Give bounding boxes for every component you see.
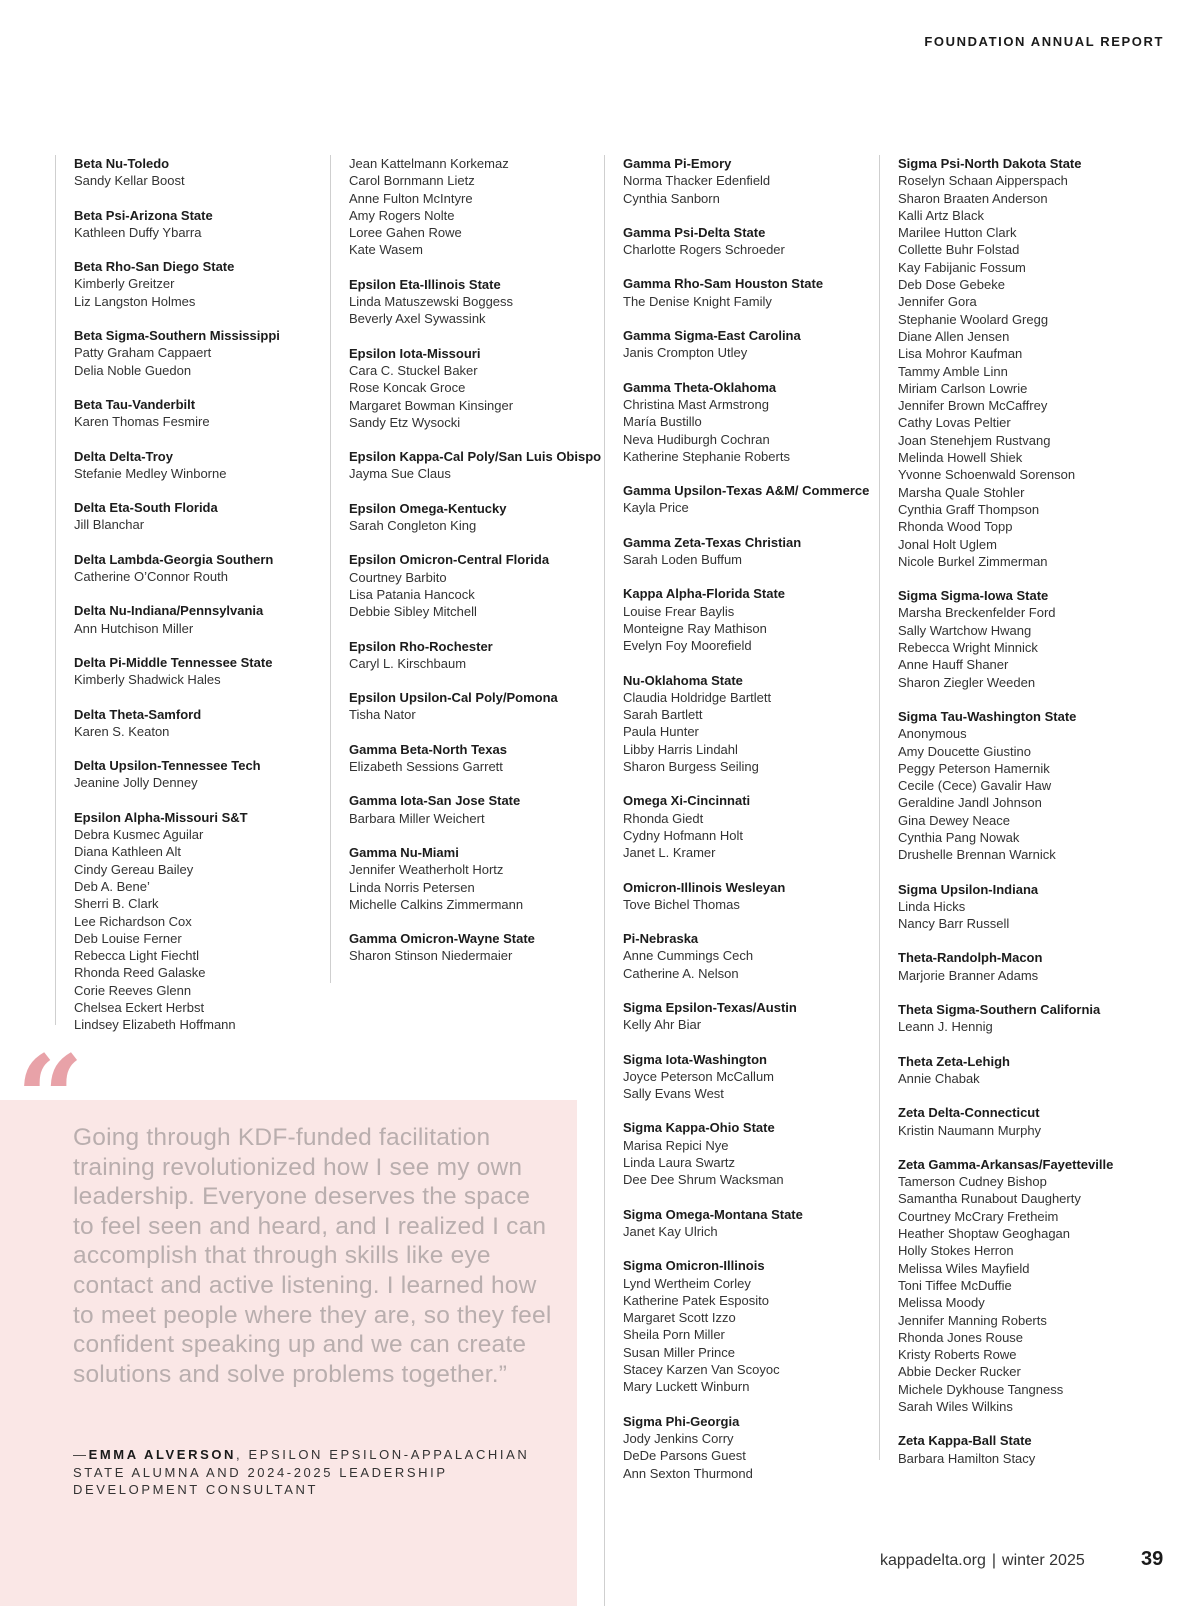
donor-name: Melissa Moody [898,1295,985,1311]
donor-name: Kimberly Greitzer [74,276,175,292]
donor-name: Geraldine Jandl Johnson [898,795,1042,811]
donor-name: Sally Evans West [623,1086,724,1102]
donor-name: Delia Noble Guedon [74,362,192,378]
chapter-name: Sigma Kappa-Ohio State [623,1120,775,1136]
donor-name: Courtney Barbito [349,569,447,585]
chapter-group [623,930,888,982]
chapter-group [623,585,888,654]
chapter-name: Delta Lambda-Georgia Southern [74,551,274,567]
donor-name: Tamerson Cudney Bishop [898,1174,1047,1190]
donor-name: Jonal Holt Uglem [898,536,997,552]
chapter-group [349,500,614,535]
donor-name: Roselyn Schaan Aipperspach [898,173,1068,189]
quote-mark-icon: “ [16,1029,84,1168]
donor-name: Barbara Hamilton Stacy [898,1450,1036,1466]
chapter-group [623,1413,888,1482]
chapter-name: Gamma Nu-Miami [349,844,459,860]
quote-attribution [73,1446,553,1499]
chapter-name: Beta Sigma-Southern Mississippi [74,328,280,344]
donor-name: Kristin Naumann Murphy [898,1122,1042,1138]
chapter-name: Kappa Alpha-Florida State [623,586,786,602]
chapter-name: Sigma Psi-North Dakota State [898,156,1082,171]
donor-column-4 [879,155,1163,1466]
chapter-group [898,155,1163,570]
page-number: 39 [1141,1548,1164,1570]
donor-name: Annie Chabak [898,1070,980,1086]
report-header: FOUNDATION ANNUAL REPORT [924,34,1164,49]
attribution-detail: , EPSILON EPSILON-APPALACHIAN STATE ALUMNA AND 2024-2025 LEADERSHIP DEVELOPMENT CONSULTANT [73,1447,530,1497]
donor-name: Sharon Ziegler Weeden [898,674,1036,690]
chapter-name: Zeta Gamma-Arkansas/Fayetteville [898,1156,1114,1172]
donor-name: Catherine O’Connor Routh [74,569,228,585]
chapter-group [74,809,339,1034]
chapter-group [349,551,614,620]
chapter-group [898,708,1163,864]
donor-name: Christina Mast Armstrong [623,396,769,412]
donor-name: Yvonne Schoenwald Sorenson [898,467,1076,483]
donor-name: Ann Hutchison Miller [74,620,194,636]
donor-name: Samantha Runabout Daugherty [898,1191,1081,1207]
chapter-group [623,224,888,259]
donor-column-2 [330,155,614,983]
chapter-group [898,1432,1163,1467]
chapter-name: Beta Psi-Arizona State [74,207,213,223]
chapter-group [74,396,339,431]
donor-name: Sheila Porn Miller [623,1327,725,1343]
attribution-name: EMMA ALVERSON [88,1447,237,1462]
chapter-name: Pi-Nebraska [623,931,699,947]
donor-name: Diane Allen Jensen [898,328,1010,344]
donor-name: Anne Hauff Shaner [898,657,1009,673]
donor-name: Miriam Carlson Lowrie [898,380,1028,396]
footer-publication [880,1552,1085,1570]
chapter-group [898,1001,1163,1036]
donor-name: Amy Doucette Giustino [898,743,1031,759]
donor-name: Katherine Stephanie Roberts [623,448,790,464]
chapter-group [623,534,888,569]
chapter-name: Theta Zeta-Lehigh [898,1053,1010,1069]
donor-name: Anne Cummings Cech [623,948,754,964]
chapter-name: Theta Sigma-Southern California [898,1002,1101,1018]
donor-name: Marjorie Branner Adams [898,967,1039,983]
donor-name: Stacey Karzen Van Scoyoc [623,1362,780,1378]
donor-name: Charlotte Rogers Schroeder [623,242,785,258]
donor-name: Cydny Hofmann Holt [623,827,743,843]
donor-column-3 [604,155,888,1606]
chapter-group [623,379,888,465]
donor-name: Barbara Miller Weichert [349,810,485,826]
donor-name: Amy Rogers Nolte [349,207,455,223]
chapter-name: Gamma Psi-Delta State [623,224,766,240]
donor-name: Nancy Barr Russell [898,916,1010,932]
donor-name: Kathleen Duffy Ybarra [74,224,202,240]
donor-name: Catherine A. Nelson [623,965,739,981]
donor-name: Cynthia Sanborn [623,190,720,206]
donor-name: Cynthia Graff Thompson [898,501,1040,517]
donor-name: Jayma Sue Claus [349,466,451,482]
donor-name: Sherri B. Clark [74,896,159,912]
donor-name: Lee Richardson Cox [74,913,192,929]
chapter-name: Omega Xi-Cincinnati [623,793,751,809]
chapter-name: Gamma Upsilon-Texas A&M/ Commerce [623,483,870,499]
donor-name: Anne Fulton McIntyre [349,190,473,206]
donor-name: Marsha Quale Stohler [898,484,1025,500]
donor-name: Loree Gahen Rowe [349,225,462,241]
donor-name: Cindy Gereau Bailey [74,861,194,877]
chapter-name: Delta Eta-South Florida [74,500,218,516]
chapter-name: Delta Nu-Indiana/Pennsylvania [74,603,264,619]
chapter-group [349,276,614,328]
donor-name: DeDe Parsons Guest [623,1448,746,1464]
donor-name: Chelsea Eckert Herbst [74,999,205,1015]
chapter-group [623,327,888,362]
donor-name: Lisa Patania Hancock [349,586,475,602]
donor-name: Tisha Nator [349,707,416,723]
chapter-group [898,949,1163,984]
chapter-name: Sigma Omega-Montana State [623,1206,803,1222]
donor-name: Sally Wartchow Hwang [898,622,1032,638]
donor-name: Collette Buhr Folstad [898,242,1020,258]
donor-name: Kristy Roberts Rowe [898,1347,1017,1363]
chapter-group [349,844,614,913]
chapter-name: Delta Delta-Troy [74,448,173,464]
donor-name: Melissa Wiles Mayfield [898,1260,1030,1276]
chapter-group [349,638,614,673]
chapter-name: Sigma Omicron-Illinois [623,1258,765,1274]
chapter-name: Epsilon Upsilon-Cal Poly/Pomona [349,690,558,706]
donor-name: Rhonda Reed Galaske [74,965,206,981]
chapter-name: Sigma Upsilon-Indiana [898,881,1039,897]
donor-name: Jeanine Jolly Denney [74,775,198,791]
chapter-group [74,654,339,689]
chapter-name: Beta Tau-Vanderbilt [74,396,196,412]
donor-name: Anonymous [898,726,967,742]
footer-issue: winter 2025 [1002,1552,1085,1569]
donor-name: Sarah Wiles Wilkins [898,1399,1013,1414]
donor-name: Jennifer Weatherholt Hortz [349,862,504,878]
chapter-group [74,258,339,310]
chapter-group [623,482,888,517]
chapter-group [74,602,339,637]
chapter-name: Delta Upsilon-Tennessee Tech [74,758,261,774]
donor-name: María Bustillo [623,414,702,430]
donor-name: Peggy Peterson Hamernik [898,760,1050,776]
donor-name: Rhonda Wood Topp [898,519,1013,535]
donor-name: Sarah Loden Buffum [623,552,743,568]
donor-name: Rose Koncak Groce [349,380,466,396]
chapter-group [898,587,1163,691]
chapter-name: Sigma Phi-Georgia [623,1413,740,1429]
donor-name: Melinda Howell Shiek [898,450,1023,466]
donor-name: Rhonda Jones Rouse [898,1329,1024,1345]
donor-name: Jill Blanchar [74,517,145,533]
donor-name: Karen S. Keaton [74,723,170,739]
donor-name: Corie Reeves Glenn [74,982,192,998]
donor-name: Sarah Congleton King [349,518,477,534]
chapter-name: Epsilon Alpha-Missouri S&T [74,809,248,825]
donor-name: Monteigne Ray Mathison [623,620,767,636]
donor-name: Elizabeth Sessions Garrett [349,759,503,775]
chapter-group [349,155,614,259]
chapter-name: Zeta Kappa-Ball State [898,1433,1032,1449]
chapter-name: Epsilon Kappa-Cal Poly/San Luis Obispo [349,449,602,465]
donor-name: Marilee Hutton Clark [898,225,1017,241]
chapter-group [74,155,339,190]
donor-name: Michelle Calkins Zimmermann [349,896,524,912]
donor-name: Deb A. Bene’ [74,878,150,894]
chapter-group [74,448,339,483]
donor-name: Jean Kattelmann Korkemaz [349,156,509,171]
chapter-group [623,155,888,207]
chapter-name: Epsilon Iota-Missouri [349,345,481,361]
donor-name: Paula Hunter [623,724,699,740]
donor-name: Janis Crompton Utley [623,345,748,361]
chapter-name: Sigma Sigma-Iowa State [898,588,1049,604]
donor-name: Dee Dee Shrum Wacksman [623,1172,784,1188]
chapter-group [898,1104,1163,1139]
chapter-name: Gamma Pi-Emory [623,156,732,171]
donor-name: Joan Stenehjem Rustvang [898,432,1051,448]
footer-site-link[interactable]: kappadelta.org [880,1552,986,1569]
donor-name: Kalli Artz Black [898,207,984,223]
chapter-name: Delta Pi-Middle Tennessee State [74,654,273,670]
chapter-group [74,551,339,586]
donor-name: Sandy Kellar Boost [74,173,185,189]
donor-name: Patty Graham Cappaert [74,345,212,361]
chapter-group [349,741,614,776]
chapter-name: Gamma Theta-Oklahoma [623,379,777,395]
chapter-group [349,930,614,965]
donor-name: Kayla Price [623,500,689,516]
chapter-name: Gamma Omicron-Wayne State [349,931,535,947]
donor-name: Louise Frear Baylis [623,603,735,619]
donor-name: Linda Hicks [898,898,966,914]
chapter-name: Beta Rho-San Diego State [74,259,235,275]
donor-name: Katherine Patek Esposito [623,1292,769,1308]
chapter-group [74,327,339,379]
donor-name: Lisa Mohror Kaufman [898,346,1023,362]
chapter-group [623,275,888,310]
attribution-dash: — [73,1447,89,1462]
donor-name: Tammy Amble Linn [898,363,1008,379]
donor-name: Janet L. Kramer [623,845,716,861]
donor-name: Jody Jenkins Corry [623,1430,734,1446]
pull-quote-text: Going through KDF-funded facilitation training revolutionized how I see my own leadership. Everyone deserves the space to feel seen and heard, and I realized I can accomplish that through skills like eye contact and active listening. I learned how to meet people where they are, so they feel confident speaking up and we can create solutions and solve problems together.” [73,1124,552,1388]
chapter-name: Zeta Delta-Connecticut [898,1105,1040,1121]
donor-name: Claudia Holdridge Bartlett [623,689,772,705]
donor-name: Gina Dewey Neace [898,812,1010,828]
donor-name: Deb Louise Ferner [74,930,182,946]
chapter-name: Sigma Epsilon-Texas/Austin [623,999,797,1015]
donor-name: Susan Miller Prince [623,1344,735,1360]
donor-name: Evelyn Foy Moorefield [623,638,752,654]
chapter-group [349,448,614,483]
donor-name: Rebecca Wright Minnick [898,640,1038,656]
chapter-group [349,345,614,431]
donor-name: Norma Thacker Edenfield [623,173,771,189]
donor-name: Cara C. Stuckel Baker [349,362,478,378]
donor-name: Holly Stokes Herron [898,1243,1014,1259]
donor-name: Heather Shoptaw Geoghagan [898,1226,1071,1242]
donor-name: Joyce Peterson McCallum [623,1068,774,1084]
chapter-group [74,207,339,242]
donor-name: Jennifer Brown McCaffrey [898,398,1048,414]
donor-name: Neva Hudiburgh Cochran [623,431,770,447]
donor-name: Liz Langston Holmes [74,293,196,309]
donor-name: Cynthia Pang Nowak [898,829,1020,845]
donor-name: Beverly Axel Sywassink [349,311,486,327]
donor-name: Libby Harris Lindahl [623,741,738,757]
chapter-name: Nu-Oklahoma State [623,672,743,688]
donor-name: Drushelle Brennan Warnick [898,847,1056,863]
chapter-group [623,1051,888,1103]
donor-name: Cecile (Cece) Gavalir Haw [898,778,1052,794]
donor-name: Linda Matuszewski Boggess [349,294,514,310]
donor-name: Mary Luckett Winburn [623,1379,750,1395]
chapter-name: Epsilon Rho-Rochester [349,638,493,654]
donor-name: Debra Kusmec Aguilar [74,827,204,843]
chapter-group [898,881,1163,933]
donor-name: Debbie Sibley Mitchell [349,604,477,620]
donor-name: Jennifer Manning Roberts [898,1312,1047,1328]
chapter-group [623,792,888,861]
donor-name: Lynd Wertheim Corley [623,1275,751,1291]
donor-name: Kate Wasem [349,242,423,258]
chapter-name: Delta Theta-Samford [74,706,202,722]
chapter-name: Sigma Tau-Washington State [898,708,1077,724]
chapter-group [623,1119,888,1188]
footer-separator: | [991,1552,997,1569]
chapter-group [349,689,614,724]
donor-name: Sharon Stinson Niedermaier [349,948,513,964]
chapter-name: Epsilon Omicron-Central Florida [349,552,550,568]
donor-name: Janet Kay Ulrich [623,1223,718,1239]
donor-name: Linda Laura Swartz [623,1155,736,1171]
donor-name: Sharon Braaten Anderson [898,190,1048,206]
donor-name: Deb Dose Gebeke [898,277,1005,293]
chapter-name: Gamma Rho-Sam Houston State [623,276,824,292]
chapter-group [623,879,888,914]
donor-name: Toni Tiffee McDuffie [898,1277,1012,1293]
donor-name: Margaret Bowman Kinsinger [349,397,514,413]
chapter-name: Gamma Sigma-East Carolina [623,328,801,344]
chapter-group [623,1257,888,1395]
donor-name: Margaret Scott Izzo [623,1310,736,1326]
chapter-group [623,999,888,1034]
chapter-group [74,757,339,792]
donor-name: Lindsey Elizabeth Hoffmann [74,1017,236,1033]
chapter-group [349,792,614,827]
donor-name: Linda Norris Petersen [349,879,475,895]
donor-name: Jennifer Gora [898,294,977,310]
chapter-name: Epsilon Omega-Kentucky [349,500,507,516]
chapter-group [74,706,339,741]
donor-name: Kay Fabijanic Fossum [898,259,1026,275]
chapter-group [623,672,888,776]
donor-name: Ann Sexton Thurmond [623,1465,753,1481]
donor-name: Cathy Lovas Peltier [898,415,1011,431]
chapter-group [898,1053,1163,1088]
donor-name: Michele Dykhouse Tangness [898,1381,1064,1397]
donor-name: Sarah Bartlett [623,707,703,723]
chapter-group [898,1156,1163,1415]
donor-name: Diana Kathleen Alt [74,844,181,860]
chapter-name: Omicron-Illinois Wesleyan [623,879,786,895]
donor-name: Carol Bornmann Lietz [349,173,475,189]
donor-name: Kimberly Shadwick Hales [74,672,221,688]
donor-name: The Denise Knight Family [623,293,772,309]
donor-name: Sandy Etz Wysocki [349,414,461,430]
donor-name: Nicole Burkel Zimmerman [898,553,1048,569]
donor-name: Rebecca Light Fiechtl [74,948,200,964]
chapter-group [623,1206,888,1241]
chapter-group [74,499,339,534]
chapter-name: Theta-Randolph-Macon [898,950,1043,966]
chapter-name: Gamma Zeta-Texas Christian [623,534,802,550]
donor-name: Kelly Ahr Biar [623,1017,702,1033]
chapter-name: Sigma Iota-Washington [623,1051,767,1067]
donor-name: Sharon Burgess Seiling [623,759,759,775]
donor-name: Stefanie Medley Winborne [74,465,227,481]
donor-name: Abbie Decker Rucker [898,1364,1021,1380]
donor-name: Leann J. Hennig [898,1019,993,1035]
chapter-name: Gamma Beta-North Texas [349,741,507,757]
donor-name: Tove Bichel Thomas [623,896,740,912]
donor-name: Courtney McCrary Fretheim [898,1208,1059,1224]
donor-name: Caryl L. Kirschbaum [349,655,467,671]
donor-name: Marsha Breckenfelder Ford [898,605,1056,621]
chapter-name: Epsilon Eta-Illinois State [349,276,501,292]
donor-name: Stephanie Woolard Gregg [898,311,1049,327]
donor-name: Marisa Repici Nye [623,1137,729,1153]
donor-column-1 [55,155,339,1033]
chapter-name: Beta Nu-Toledo [74,156,170,171]
donor-name: Karen Thomas Fesmire [74,414,210,430]
chapter-name: Gamma Iota-San Jose State [349,793,521,809]
donor-name: Rhonda Giedt [623,810,704,826]
